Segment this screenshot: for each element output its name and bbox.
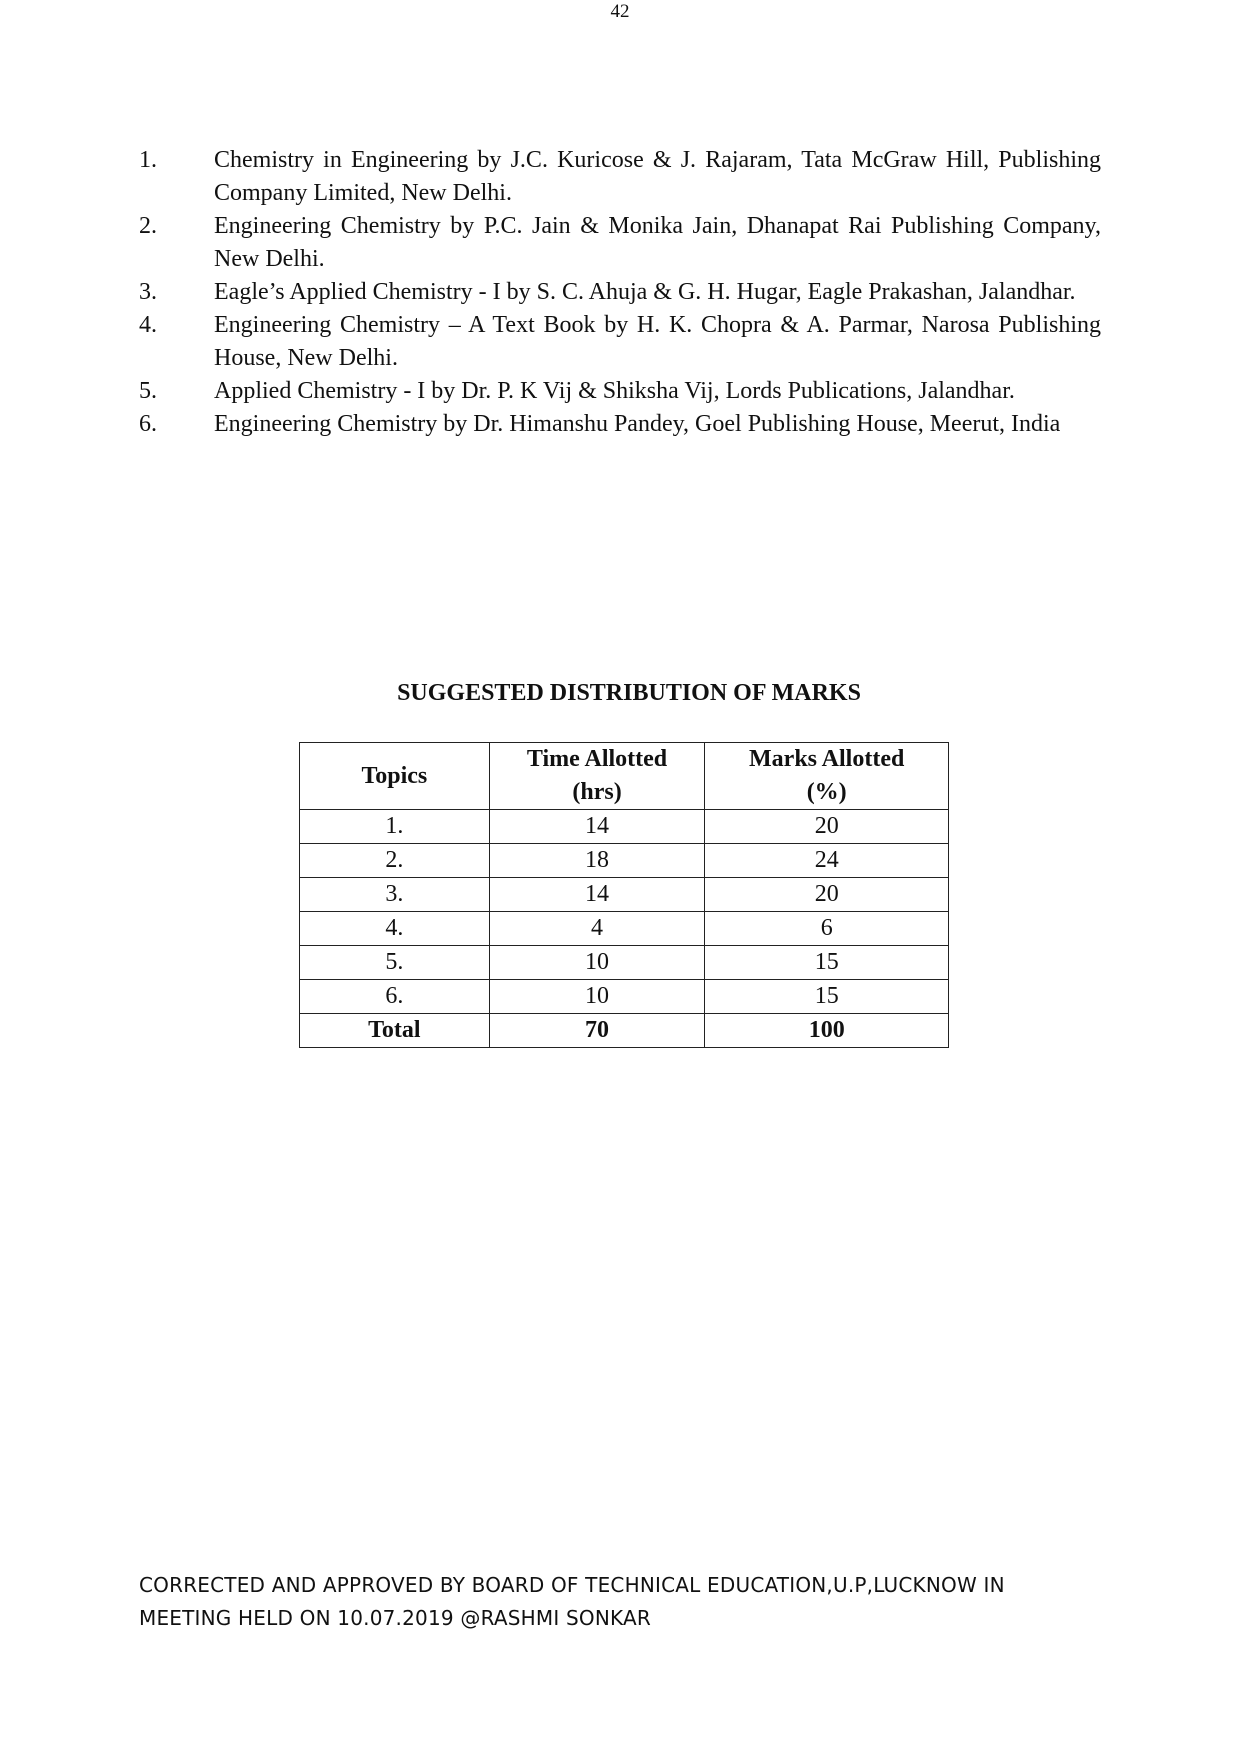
marks-cell: 24 [705,844,949,878]
header-time-line1: Time Allotted [526,746,668,772]
table-row [300,946,949,980]
topic-cell: 4. [300,912,490,946]
reference-text: Applied Chemistry - I by Dr. P. K Vij & Shiksha Vij, Lords Publications, Jalandhar. [214,378,1015,404]
table-total-row [300,1014,949,1048]
time-cell: 10 [489,980,705,1014]
marks-cell: 15 [705,980,949,1014]
marks-distribution-table [299,742,949,1048]
time-cell: 14 [489,878,705,912]
reference-text: Engineering Chemistry – A Text Book by H. K. Chopra & A. Parmar, Narosa Publishing House, New Delhi. [214,312,1101,371]
table-row [300,878,949,912]
marks-cell: 15 [705,946,949,980]
time-cell: 18 [489,844,705,878]
topic-cell: 1. [300,810,490,844]
header-marks-line1: Marks Allotted [749,746,905,772]
total-time-cell: 70 [489,1014,705,1048]
reference-number: 5. [139,378,157,404]
reference-item [139,408,1101,441]
table-row [300,980,949,1014]
marks-distribution-title: SUGGESTED DISTRIBUTION OF MARKS [397,680,861,706]
topic-cell: 2. [300,844,490,878]
time-cell: 4 [489,912,705,946]
total-marks-cell: 100 [705,1014,949,1048]
reference-text: Engineering Chemistry by Dr. Himanshu Pandey, Goel Publishing House, Meerut, India [214,411,1061,437]
reference-text: Eagle’s Applied Chemistry - I by S. C. Ahuja & G. H. Hugar, Eagle Prakashan, Jalandhar. [214,279,1076,305]
reference-list [139,144,1101,441]
reference-text: Chemistry in Engineering by J.C. Kuricose & J. Rajaram, Tata McGraw Hill, Publishing Company Limited, New Delhi. [214,147,1101,206]
time-cell: 14 [489,810,705,844]
table-row [300,844,949,878]
reference-item [139,210,1101,276]
reference-number: 6. [139,411,157,437]
header-time-allotted [489,743,705,810]
marks-cell: 6 [705,912,949,946]
footer-line1: CORRECTED AND APPROVED BY BOARD OF TECHNICAL EDUCATION,U.P,LUCKNOW IN [139,1573,1005,1597]
topic-cell: 3. [300,878,490,912]
reference-item [139,276,1101,309]
total-label-cell: Total [300,1014,490,1048]
reference-item [139,375,1101,408]
reference-number: 3. [139,279,157,305]
header-time-line2: (hrs) [572,779,622,805]
table-row [300,912,949,946]
time-cell: 10 [489,946,705,980]
topic-cell: 6. [300,980,490,1014]
reference-number: 2. [139,213,157,239]
header-marks-line2: (%) [806,779,847,805]
reference-item [139,309,1101,375]
reference-item [139,144,1101,210]
footer-line2: MEETING HELD ON 10.07.2019 @RASHMI SONKAR [139,1606,651,1630]
marks-cell: 20 [705,878,949,912]
reference-text: Engineering Chemistry by P.C. Jain & Monika Jain, Dhanapat Rai Publishing Company, New Delhi. [214,213,1101,272]
marks-cell: 20 [705,810,949,844]
reference-number: 1. [139,147,157,173]
reference-number: 4. [139,312,157,338]
header-marks-allotted [705,743,949,810]
approval-footer [139,1569,1139,1635]
topic-cell: 5. [300,946,490,980]
table-row [300,810,949,844]
table-header-row [300,743,949,810]
page-number: 42 [610,1,630,22]
header-topics: Topics [300,743,490,810]
